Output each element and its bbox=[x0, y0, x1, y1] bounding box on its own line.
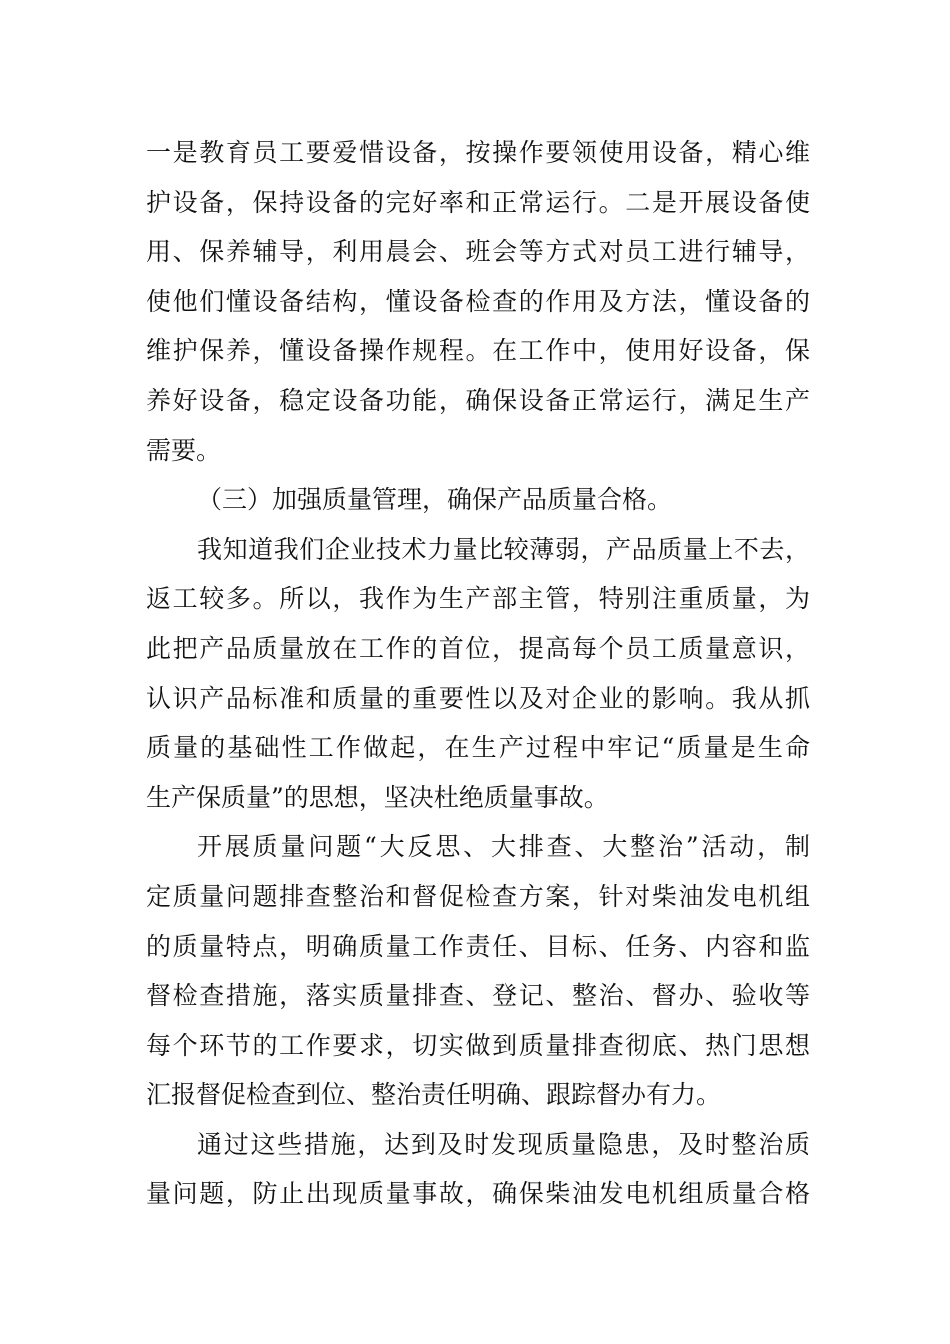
text-line: 质量的基础性工作做起，在生产过程中牢记“质量是生命 bbox=[146, 733, 810, 763]
text-line: 维护保养，懂设备操作规程。在工作中，使用好设备，保 bbox=[146, 336, 810, 366]
text-line: 每个环节的工作要求，切实做到质量排查彻底、热门思想 bbox=[146, 1030, 810, 1060]
text-line: 通过这些措施，达到及时发现质量隐患，及时整治质 bbox=[197, 1129, 810, 1159]
text-line: 使他们懂设备结构，懂设备检查的作用及方法，懂设备的 bbox=[146, 286, 810, 316]
text-line: 的质量特点，明确质量工作责任、目标、任务、内容和监 bbox=[146, 931, 810, 961]
body-text bbox=[146, 128, 810, 1219]
text-line: 养好设备，稳定设备功能，确保设备正常运行，满足生产 bbox=[146, 385, 810, 415]
text-line: 生产保质量”的思想，坚决杜绝质量事故。 bbox=[146, 782, 609, 812]
text-line: 返工较多。所以，我作为生产部主管，特别注重质量，为 bbox=[146, 584, 810, 614]
text-line: 督检查措施，落实质量排查、登记、整治、督办、验收等 bbox=[146, 981, 810, 1011]
text-line: 我知道我们企业技术力量比较薄弱，产品质量上不去， bbox=[197, 534, 810, 564]
text-line: 用、保养辅导，利用晨会、班会等方式对员工进行辅导， bbox=[146, 237, 810, 267]
text-line: 开展质量问题“大反思、大排查、大整治”活动，制 bbox=[197, 832, 810, 862]
text-line: 此把产品质量放在工作的首位，提高每个员工质量意识， bbox=[146, 633, 810, 663]
text-line: 需要。 bbox=[146, 435, 222, 465]
text-line: 定质量问题排查整治和督促检查方案，针对柴油发电机组 bbox=[146, 881, 810, 911]
text-line: 护设备，保持设备的完好率和正常运行。二是开展设备使 bbox=[146, 187, 810, 217]
text-line: 汇报督促检查到位、整治责任明确、跟踪督办有力。 bbox=[146, 1080, 722, 1110]
text-line: 量问题，防止出现质量事故，确保柴油发电机组质量合格 bbox=[146, 1179, 810, 1209]
text-line: 一是教育员工要爱惜设备，按操作要领使用设备，精心维 bbox=[146, 138, 810, 167]
section-heading: （三）加强质量管理，确保产品质量合格。 bbox=[197, 485, 673, 515]
text-line: 认识产品标准和质量的重要性以及对企业的影响。我从抓 bbox=[146, 683, 810, 713]
